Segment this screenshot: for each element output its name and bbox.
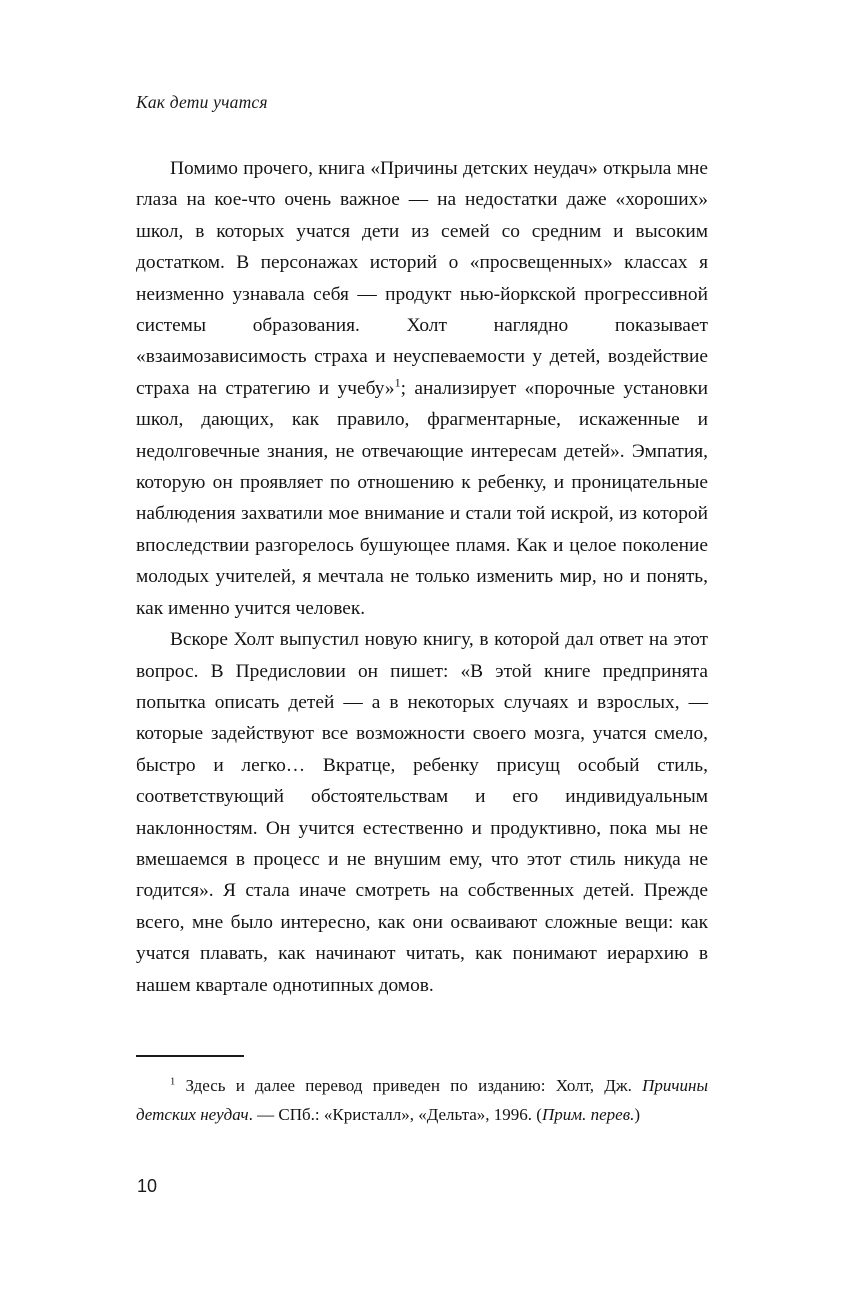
footnote-item	[136, 1071, 708, 1129]
paragraph-text-1: Помимо прочего, книга «Причины детских неудач» открыла мне глаза на кое-что очень важное — на недостатки даже «хороших» школ, в которых учатся дети из семей со средним и высоким достатком. В персонажах историй о «просвещенных» классах я неизменно узнавала себя — продукт нью-йоркской прогрессивной системы образования. Холт наглядно показывает «взаимозависимость страха и неуспеваемости у детей, воздействие страха на стратегию и учебу»	[136, 158, 708, 399]
footnote-area	[136, 1055, 708, 1129]
page-content	[136, 92, 708, 1001]
page-number: 10	[137, 1176, 158, 1196]
footnote-italic-title: Причины детских неудач	[136, 1076, 708, 1124]
footnote-text-before: Здесь и далее перевод приведен по изданию: Холт, Дж.	[185, 1076, 643, 1095]
footnote-italic-note: Прим. перев.	[541, 1105, 635, 1124]
footnote-reference[interactable]: 1	[394, 375, 401, 390]
body-text	[136, 153, 708, 1001]
paragraph	[136, 153, 708, 624]
footnote-number: 1	[170, 1076, 176, 1088]
paragraph: Вскоре Холт выпустил новую книгу, в которой дал ответ на этот вопрос. В Предисловии он пишет: «В этой книге предпринята попытка описать детей — а в некоторых случаях и взрослых, — которые задействуют все возможности своего мозга, учатся смело, быстро и легко… Вкратце, ребенку присущ особый стиль, соответствующий обстоятельствам и его индивидуальным наклонностям. Он учится естественно и продуктивно, пока мы не вмешаемся в процесс и не внушим ему, что этот стиль никуда не годится». Я стала иначе смотреть на собственных детей. Прежде всего, мне было интересно, как они осваивают сложные вещи: как учатся плавать, как начинают читать, как понимают иерархию в нашем квартале однотипных домов.	[136, 629, 708, 996]
footnote-text-after: )	[634, 1105, 641, 1124]
paragraph-text-2: ; анализирует «порочные установки школ, дающих, как правило, фрагментарные, искаженные и недолговечные знания, не отвечающие интересам детей». Эмпатия, которую он проявляет по отношению к ребенку, и проницательные наблюдения захватили мое внимание и стали той искрой, из которой впоследствии разгорелось бушующее пламя. Как и целое поколение молодых учителей, я мечтала не только изменить мир, но и понять, как именно учится человек.	[136, 377, 708, 619]
footnote-text-middle: . — СПб.: «Кристалл», «Дельта», 1996. (	[248, 1105, 542, 1124]
footnote-separator	[136, 1055, 244, 1057]
running-head: Как дети учатся	[136, 92, 268, 112]
